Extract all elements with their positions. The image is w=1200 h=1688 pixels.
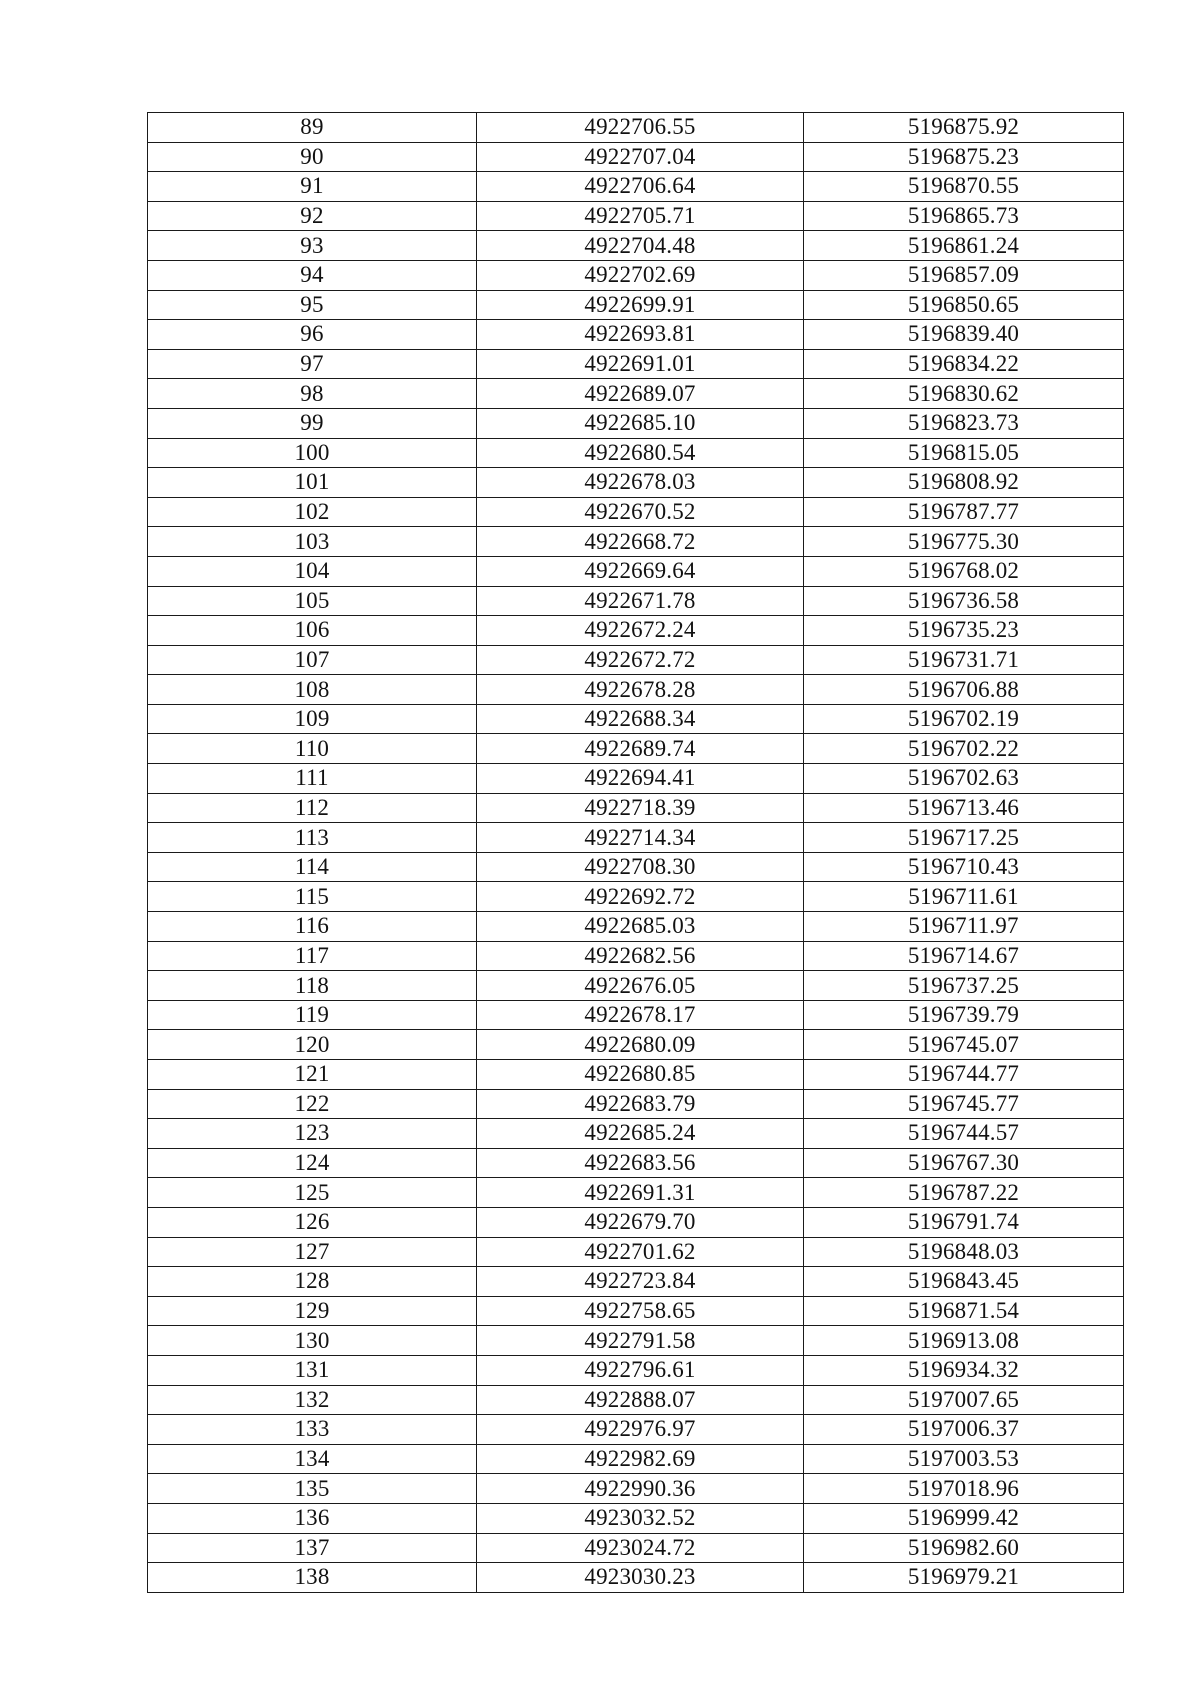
table-row [148,1326,1124,1356]
y-coordinate-cell: 5197018.96 [804,1474,1124,1504]
coordinates-table [147,112,1124,1593]
table-row [148,675,1124,705]
y-coordinate-cell: 5196843.45 [804,1267,1124,1297]
point-number-cell: 138 [148,1563,477,1593]
x-coordinate-cell: 4922714.34 [477,823,804,853]
x-coordinate-cell: 4922668.72 [477,527,804,557]
y-coordinate-cell: 5196875.92 [804,113,1124,143]
point-number-cell: 106 [148,616,477,646]
y-coordinate-cell: 5196791.74 [804,1207,1124,1237]
table-row [148,1237,1124,1267]
table-row [148,1030,1124,1060]
x-coordinate-cell: 4922670.52 [477,497,804,527]
x-coordinate-cell: 4922791.58 [477,1326,804,1356]
x-coordinate-cell: 4922676.05 [477,971,804,1001]
point-number-cell: 95 [148,290,477,320]
y-coordinate-cell: 5196875.23 [804,142,1124,172]
point-number-cell: 89 [148,113,477,143]
y-coordinate-cell: 5197007.65 [804,1385,1124,1415]
table-row [148,290,1124,320]
x-coordinate-cell: 4922672.72 [477,645,804,675]
point-number-cell: 109 [148,704,477,734]
x-coordinate-cell: 4922723.84 [477,1267,804,1297]
x-coordinate-cell: 4922680.85 [477,1060,804,1090]
y-coordinate-cell: 5196767.30 [804,1148,1124,1178]
table-row [148,941,1124,971]
point-number-cell: 124 [148,1148,477,1178]
x-coordinate-cell: 4922990.36 [477,1474,804,1504]
x-coordinate-cell: 4922705.71 [477,201,804,231]
y-coordinate-cell: 5196857.09 [804,260,1124,290]
y-coordinate-cell: 5196999.42 [804,1503,1124,1533]
table-row [148,527,1124,557]
point-number-cell: 114 [148,852,477,882]
table-row [148,882,1124,912]
y-coordinate-cell: 5196702.22 [804,734,1124,764]
x-coordinate-cell: 4922691.31 [477,1178,804,1208]
y-coordinate-cell: 5196736.58 [804,586,1124,616]
y-coordinate-cell: 5196717.25 [804,823,1124,853]
x-coordinate-cell: 4922689.74 [477,734,804,764]
x-coordinate-cell: 4922706.64 [477,172,804,202]
x-coordinate-cell: 4922694.41 [477,764,804,794]
point-number-cell: 122 [148,1089,477,1119]
x-coordinate-cell: 4922679.70 [477,1207,804,1237]
point-number-cell: 100 [148,438,477,468]
point-number-cell: 133 [148,1415,477,1445]
table-row [148,1267,1124,1297]
point-number-cell: 113 [148,823,477,853]
table-row [148,586,1124,616]
point-number-cell: 129 [148,1296,477,1326]
y-coordinate-cell: 5196714.67 [804,941,1124,971]
y-coordinate-cell: 5197003.53 [804,1444,1124,1474]
point-number-cell: 111 [148,764,477,794]
point-number-cell: 117 [148,941,477,971]
y-coordinate-cell: 5196934.32 [804,1355,1124,1385]
x-coordinate-cell: 4922708.30 [477,852,804,882]
x-coordinate-cell: 4922706.55 [477,113,804,143]
y-coordinate-cell: 5196731.71 [804,645,1124,675]
point-number-cell: 110 [148,734,477,764]
table-row [148,971,1124,1001]
table-row [148,1119,1124,1149]
point-number-cell: 130 [148,1326,477,1356]
x-coordinate-cell: 4922982.69 [477,1444,804,1474]
table-row [148,1415,1124,1445]
x-coordinate-cell: 4922701.62 [477,1237,804,1267]
x-coordinate-cell: 4923032.52 [477,1503,804,1533]
y-coordinate-cell: 5196870.55 [804,172,1124,202]
y-coordinate-cell: 5196839.40 [804,320,1124,350]
y-coordinate-cell: 5196713.46 [804,793,1124,823]
point-number-cell: 98 [148,379,477,409]
y-coordinate-cell: 5196745.07 [804,1030,1124,1060]
table-row [148,497,1124,527]
x-coordinate-cell: 4922672.24 [477,616,804,646]
x-coordinate-cell: 4922689.07 [477,379,804,409]
x-coordinate-cell: 4922691.01 [477,349,804,379]
table-row [148,468,1124,498]
y-coordinate-cell: 5196744.57 [804,1119,1124,1149]
point-number-cell: 94 [148,260,477,290]
point-number-cell: 96 [148,320,477,350]
point-number-cell: 136 [148,1503,477,1533]
point-number-cell: 90 [148,142,477,172]
table-row [148,556,1124,586]
table-row [148,349,1124,379]
y-coordinate-cell: 5196702.63 [804,764,1124,794]
point-number-cell: 127 [148,1237,477,1267]
table-row [148,1503,1124,1533]
y-coordinate-cell: 5196706.88 [804,675,1124,705]
x-coordinate-cell: 4922678.03 [477,468,804,498]
x-coordinate-cell: 4922707.04 [477,142,804,172]
table-row [148,1385,1124,1415]
point-number-cell: 99 [148,408,477,438]
point-number-cell: 103 [148,527,477,557]
table-row [148,704,1124,734]
x-coordinate-cell: 4922699.91 [477,290,804,320]
point-number-cell: 97 [148,349,477,379]
y-coordinate-cell: 5196830.62 [804,379,1124,409]
y-coordinate-cell: 5196768.02 [804,556,1124,586]
y-coordinate-cell: 5196711.97 [804,912,1124,942]
point-number-cell: 121 [148,1060,477,1090]
y-coordinate-cell: 5196787.22 [804,1178,1124,1208]
table-row [148,1148,1124,1178]
y-coordinate-cell: 5196744.77 [804,1060,1124,1090]
point-number-cell: 126 [148,1207,477,1237]
table-row [148,113,1124,143]
x-coordinate-cell: 4922692.72 [477,882,804,912]
x-coordinate-cell: 4922718.39 [477,793,804,823]
table-row [148,172,1124,202]
x-coordinate-cell: 4922758.65 [477,1296,804,1326]
table-row [148,438,1124,468]
point-number-cell: 125 [148,1178,477,1208]
y-coordinate-cell: 5196702.19 [804,704,1124,734]
point-number-cell: 132 [148,1385,477,1415]
table-row [148,1178,1124,1208]
y-coordinate-cell: 5196871.54 [804,1296,1124,1326]
table-row [148,645,1124,675]
table-row [148,142,1124,172]
y-coordinate-cell: 5197006.37 [804,1415,1124,1445]
y-coordinate-cell: 5196711.61 [804,882,1124,912]
point-number-cell: 120 [148,1030,477,1060]
point-number-cell: 118 [148,971,477,1001]
y-coordinate-cell: 5196865.73 [804,201,1124,231]
x-coordinate-cell: 4922678.17 [477,1000,804,1030]
point-number-cell: 108 [148,675,477,705]
point-number-cell: 92 [148,201,477,231]
x-coordinate-cell: 4922683.79 [477,1089,804,1119]
table-row [148,852,1124,882]
x-coordinate-cell: 4922683.56 [477,1148,804,1178]
table-row [148,823,1124,853]
y-coordinate-cell: 5196913.08 [804,1326,1124,1356]
x-coordinate-cell: 4922678.28 [477,675,804,705]
y-coordinate-cell: 5196735.23 [804,616,1124,646]
y-coordinate-cell: 5196775.30 [804,527,1124,557]
x-coordinate-cell: 4923024.72 [477,1533,804,1563]
point-number-cell: 116 [148,912,477,942]
point-number-cell: 107 [148,645,477,675]
table-row [148,320,1124,350]
x-coordinate-cell: 4922693.81 [477,320,804,350]
point-number-cell: 131 [148,1355,477,1385]
table-row [148,616,1124,646]
table-row [148,1296,1124,1326]
x-coordinate-cell: 4922685.03 [477,912,804,942]
point-number-cell: 135 [148,1474,477,1504]
point-number-cell: 134 [148,1444,477,1474]
x-coordinate-cell: 4922682.56 [477,941,804,971]
table-row [148,231,1124,261]
point-number-cell: 112 [148,793,477,823]
point-number-cell: 115 [148,882,477,912]
point-number-cell: 91 [148,172,477,202]
y-coordinate-cell: 5196787.77 [804,497,1124,527]
table-row [148,1207,1124,1237]
x-coordinate-cell: 4922680.54 [477,438,804,468]
y-coordinate-cell: 5196739.79 [804,1000,1124,1030]
x-coordinate-cell: 4923030.23 [477,1563,804,1593]
table-row [148,1533,1124,1563]
x-coordinate-cell: 4922671.78 [477,586,804,616]
x-coordinate-cell: 4922669.64 [477,556,804,586]
point-number-cell: 104 [148,556,477,586]
table-row [148,764,1124,794]
y-coordinate-cell: 5196737.25 [804,971,1124,1001]
y-coordinate-cell: 5196861.24 [804,231,1124,261]
y-coordinate-cell: 5196982.60 [804,1533,1124,1563]
y-coordinate-cell: 5196834.22 [804,349,1124,379]
y-coordinate-cell: 5196815.05 [804,438,1124,468]
y-coordinate-cell: 5196710.43 [804,852,1124,882]
point-number-cell: 105 [148,586,477,616]
point-number-cell: 102 [148,497,477,527]
x-coordinate-cell: 4922704.48 [477,231,804,261]
table-row [148,201,1124,231]
y-coordinate-cell: 5196848.03 [804,1237,1124,1267]
point-number-cell: 123 [148,1119,477,1149]
point-number-cell: 137 [148,1533,477,1563]
point-number-cell: 119 [148,1000,477,1030]
table-row [148,1089,1124,1119]
table-row [148,260,1124,290]
table-row [148,1355,1124,1385]
table-row [148,1563,1124,1593]
coordinates-table-body [148,113,1124,1593]
y-coordinate-cell: 5196850.65 [804,290,1124,320]
table-row [148,379,1124,409]
x-coordinate-cell: 4922685.10 [477,408,804,438]
x-coordinate-cell: 4922702.69 [477,260,804,290]
table-row [148,734,1124,764]
table-row [148,1474,1124,1504]
x-coordinate-cell: 4922888.07 [477,1385,804,1415]
table-row [148,1000,1124,1030]
x-coordinate-cell: 4922680.09 [477,1030,804,1060]
table-row [148,1060,1124,1090]
y-coordinate-cell: 5196745.77 [804,1089,1124,1119]
x-coordinate-cell: 4922796.61 [477,1355,804,1385]
y-coordinate-cell: 5196823.73 [804,408,1124,438]
x-coordinate-cell: 4922685.24 [477,1119,804,1149]
table-row [148,1444,1124,1474]
x-coordinate-cell: 4922688.34 [477,704,804,734]
point-number-cell: 93 [148,231,477,261]
point-number-cell: 101 [148,468,477,498]
x-coordinate-cell: 4922976.97 [477,1415,804,1445]
table-row [148,408,1124,438]
table-row [148,912,1124,942]
point-number-cell: 128 [148,1267,477,1297]
y-coordinate-cell: 5196808.92 [804,468,1124,498]
y-coordinate-cell: 5196979.21 [804,1563,1124,1593]
table-row [148,793,1124,823]
